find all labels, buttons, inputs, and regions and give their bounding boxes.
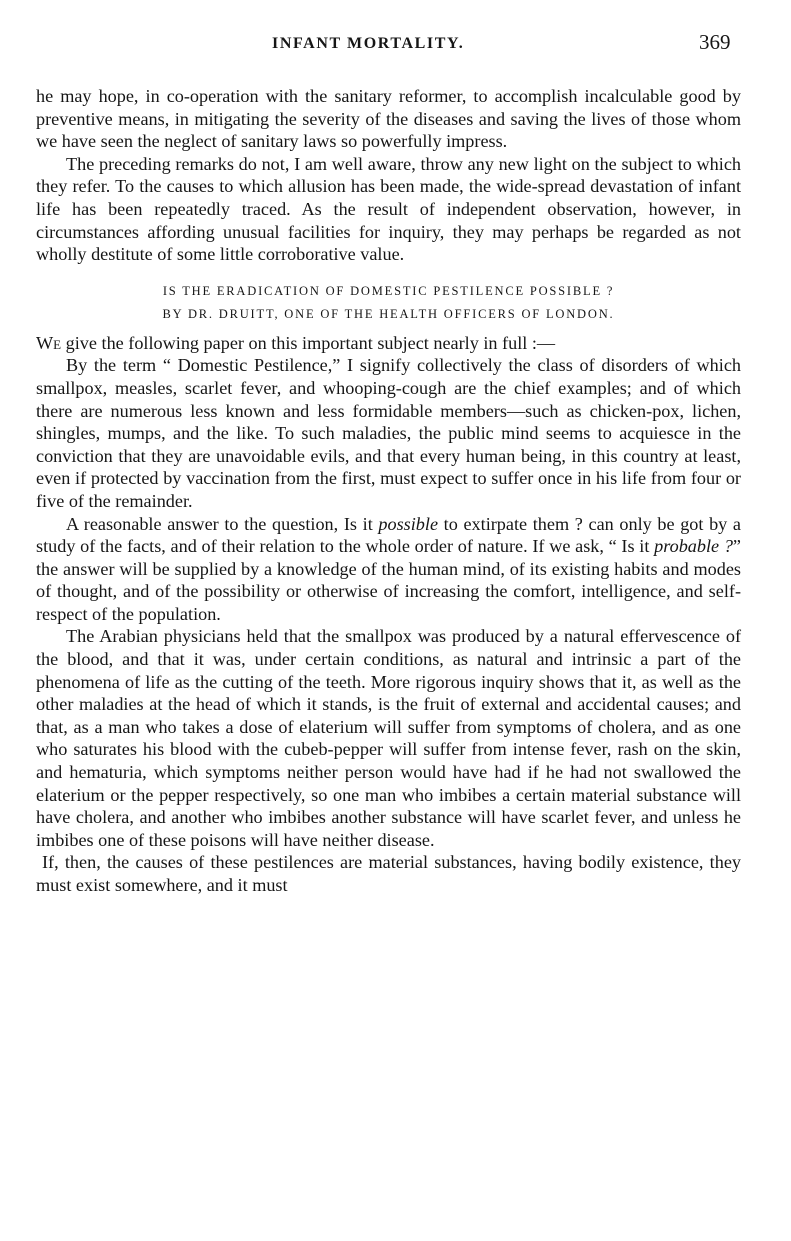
answer-part-a: A reasonable answer to the question, Is it xyxy=(66,513,379,534)
section-title: IS THE ERADICATION OF DOMESTIC PESTILENCE POSSIBLE ? xyxy=(162,283,615,298)
paragraph-intro xyxy=(36,332,741,355)
paragraph-reasonable-answer xyxy=(36,513,741,626)
intro-lead-word: We xyxy=(36,332,62,353)
section-byline: BY DR. DRUITT, ONE OF THE HEALTH OFFICERS OF LONDON. xyxy=(162,306,615,321)
running-head xyxy=(0,30,791,58)
intro-text: give the following paper on this important subject nearly in full :— xyxy=(61,332,556,353)
paragraph-continuation: he may hope, in co-operation with the sanitary reformer, to accomplish incalculable good by preventive means, in mitigating the severity of the diseases and saving the lives of those whom we have seen the neglect of sanitary laws so powerfully impress. xyxy=(36,86,741,152)
answer-part-c: ” the answer will be supplied by a knowledge of the human mind, of its existing habits and modes of thought, and of the possibility or otherwise of increasing the comfort, intelligence, and self-respect of the population. xyxy=(36,536,741,624)
paragraph-preceding-remarks: The preceding remarks do not, I am well aware, throw any new light on the subject to which they refer. To the causes to which allusion has been made, the wide-spread devastation of infant life has been repeatedly traced. As the result of independent observation, however, in circumstances affording unusual facilities for inquiry, they may perhaps be regarded as not wholly destitute of some little corroborative value. xyxy=(36,153,741,265)
body-text xyxy=(36,85,741,897)
section-heading xyxy=(36,280,741,326)
paragraph-domestic-pestilence: By the term “ Domestic Pestilence,” I signify collectively the class of disorders of which smallpox, measles, scarlet fever, and whooping-cough are the chief examples; and of which there are numerous less known and less formidable members—such as chicken-pox, lichen, shingles, mumps, and the like. To such maladies, the public mind seems to acquiesce in the conviction that they are unavoidable evils, and that every human being, in this country at least, even if protected by vaccination from the first, must expect to suffer once in his life from four or five of the remainder. xyxy=(36,355,741,511)
running-title: INFANT MORTALITY. xyxy=(272,35,465,52)
answer-possible: possible xyxy=(378,513,439,534)
paragraph-arabian-physicians: The Arabian physicians held that the smallpox was produced by a natural effervescence of the blood, and that it was, under certain conditions, as natural and intrinsic a part of the phenomena of life as the cutting of the teeth. More rigorous inquiry shows that it, as well as the other maladies at the head of which it stands, is the fruit of external and accidental causes; and that, as a man who takes a dose of elaterium will suffer from symptoms of cholera, and as one who saturates his blood with the cubeb-pepper will suffer from intense fever, rash on the skin, and hematuria, which symptoms neither person would have had if he had not swallowed the elaterium or the pepper respectively, so one man who imbibes a certain material substance will have cholera, and another who imbibes another substance will have scarlet fever, and unless he imbibes one of these poisons will have neither disease. xyxy=(36,626,741,850)
page-number: 369 xyxy=(699,30,731,54)
answer-part-b: to extirpate them ? can only be got by a study of the facts, and of their relation to the whole order of nature. If we ask, “ Is it xyxy=(36,513,741,557)
answer-probable: probable ? xyxy=(654,536,733,557)
paragraph-if-then: If, then, the causes of these pestilences are material substances, having bodily existence, they must exist somewhere, and it must xyxy=(36,852,741,895)
